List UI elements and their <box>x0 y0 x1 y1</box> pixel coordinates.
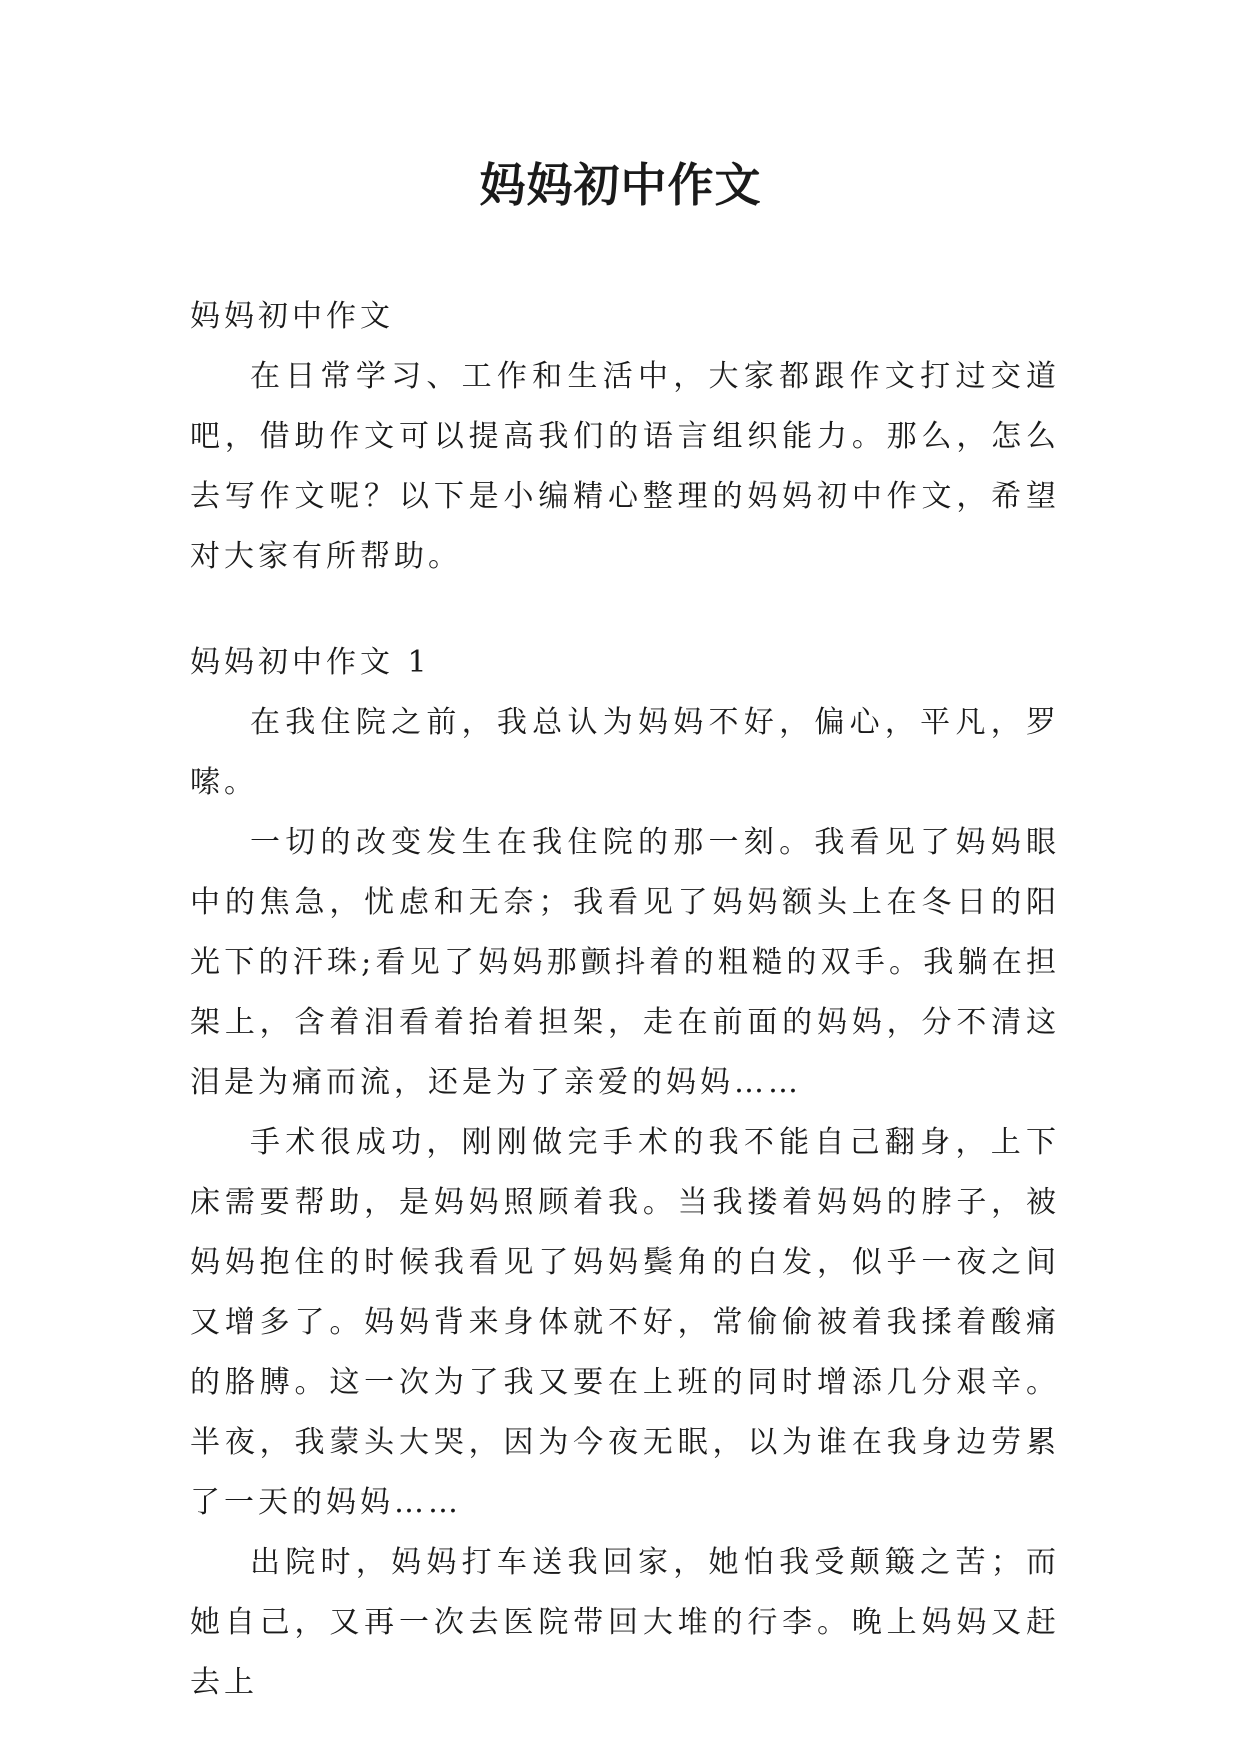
essay-1-paragraph-4: 出院时，妈妈打车送我回家，她怕我受颠簸之苦；而她自己，又再一次去医院带回大堆的行李。晚上妈妈又赶去上 <box>190 1545 1060 1700</box>
intro-heading: 妈妈初中作文 <box>190 299 394 334</box>
essay-1-section <box>190 633 1060 1713</box>
essay-1-paragraph-2: 一切的改变发生在我住院的那一刻。我看见了妈妈眼中的焦急，忧虑和无奈；我看见了妈妈额头上在冬日的阳光下的汗珠;看见了妈妈那颤抖着的粗糙的双手。我躺在担架上，含着泪看着抬着担架，走在前面的妈妈，分不清这泪是为痛而流，还是为了亲爱的妈妈…… <box>190 825 1060 1100</box>
essay-1-heading: 妈妈初中作文 1 <box>190 645 431 680</box>
intro-section <box>190 287 1060 587</box>
essay-1-paragraph-1: 在我住院之前，我总认为妈妈不好，偏心，平凡，罗嗦。 <box>190 705 1060 800</box>
intro-paragraph: 在日常学习、工作和生活中，大家都跟作文打过交道吧，借助作文可以提高我们的语言组织能力。那么，怎么去写作文呢？以下是小编精心整理的妈妈初中作文，希望对大家有所帮助。 <box>190 359 1060 574</box>
essay-1-paragraph-3: 手术很成功，刚刚做完手术的我不能自己翻身，上下床需要帮助，是妈妈照顾着我。当我搂着妈妈的脖子，被妈妈抱住的时候我看见了妈妈鬓角的白发，似乎一夜之间又增多了。妈妈背来身体就不好，常偷偷被着我揉着酸痛的胳膊。这一次为了我又要在上班的同时增添几分艰辛。半夜，我蒙头大哭，因为今夜无眠，以为谁在我身边劳累了一天的妈妈…… <box>190 1125 1060 1520</box>
document-title: 妈妈初中作文 <box>479 158 762 212</box>
